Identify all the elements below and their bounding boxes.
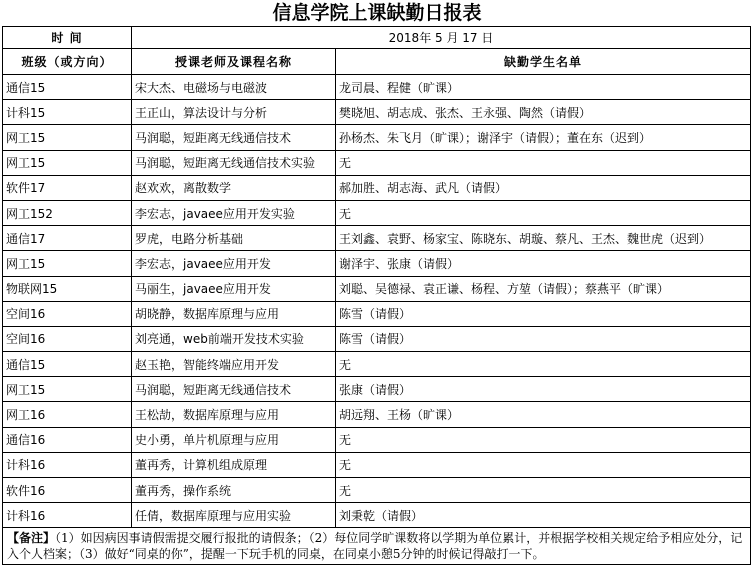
class-cell: 软件17	[3, 175, 132, 200]
class-cell: 软件16	[3, 478, 132, 503]
absence-table	[2, 26, 751, 565]
report-date: 2018年 5 月 17 日	[132, 27, 751, 49]
note-label: 【备注】	[7, 531, 56, 546]
date-row	[3, 27, 751, 49]
class-cell: 计科16	[3, 452, 132, 477]
class-cell: 通信16	[3, 427, 132, 452]
table-row	[3, 427, 751, 452]
course-cell: 马润聪，短距离无线通信技术实验	[132, 150, 336, 175]
course-cell: 赵欢欢，离散数学	[132, 175, 336, 200]
class-cell: 网工15	[3, 150, 132, 175]
note-cell	[3, 528, 751, 565]
course-cell: 胡晓静，数据库原理与应用	[132, 301, 336, 326]
absent-cell: 胡远翔、王杨（旷课）	[336, 402, 751, 427]
class-cell: 物联网15	[3, 276, 132, 301]
table-row	[3, 200, 751, 225]
table-row	[3, 301, 751, 326]
absent-cell: 无	[336, 427, 751, 452]
class-cell: 通信15	[3, 352, 132, 377]
course-cell: 任倩，数据库原理与应用实验	[132, 503, 336, 528]
course-cell: 董再秀，计算机组成原理	[132, 452, 336, 477]
absent-cell: 刘秉乾（请假）	[336, 503, 751, 528]
absent-cell: 陈雪（请假）	[336, 301, 751, 326]
course-cell: 王松劼，数据库原理与应用	[132, 402, 336, 427]
table-row	[3, 276, 751, 301]
table-row	[3, 326, 751, 351]
course-cell: 宋大杰、电磁场与电磁波	[132, 75, 336, 100]
course-cell: 马润聪，短距离无线通信技术	[132, 125, 336, 150]
table-row	[3, 175, 751, 200]
absent-cell: 无	[336, 150, 751, 175]
class-cell: 计科16	[3, 503, 132, 528]
table-row	[3, 452, 751, 477]
course-cell: 李宏志，javaee应用开发实验	[132, 200, 336, 225]
absent-cell: 刘聪、吴德禄、袁正谦、杨程、方堃（请假）；蔡燕平（旷课）	[336, 276, 751, 301]
course-cell: 史小勇，单片机原理与应用	[132, 427, 336, 452]
absent-cell: 张康（请假）	[336, 377, 751, 402]
class-cell: 网工15	[3, 377, 132, 402]
absent-cell: 无	[336, 478, 751, 503]
table-row	[3, 352, 751, 377]
absent-cell: 陈雪（请假）	[336, 326, 751, 351]
table-row	[3, 251, 751, 276]
course-cell: 马丽生，javaee应用开发	[132, 276, 336, 301]
class-cell: 通信17	[3, 226, 132, 251]
table-row	[3, 377, 751, 402]
class-cell: 网工15	[3, 251, 132, 276]
absent-cell: 孙杨杰、朱飞月（旷课）；谢泽宇（请假）；董在东（迟到）	[336, 125, 751, 150]
header-row	[3, 49, 751, 75]
table-row	[3, 100, 751, 125]
class-cell: 通信15	[3, 75, 132, 100]
report-title: 信息学院上课缺勤日报表	[272, 2, 482, 24]
absent-cell: 樊晓旭、胡志成、张杰、王永强、陶然（请假）	[336, 100, 751, 125]
table-row	[3, 402, 751, 427]
table-row	[3, 478, 751, 503]
course-cell: 罗虎，电路分析基础	[132, 226, 336, 251]
table-row	[3, 75, 751, 100]
table-row	[3, 503, 751, 528]
absent-cell: 无	[336, 452, 751, 477]
time-label: 时 间	[3, 27, 132, 49]
class-cell: 计科15	[3, 100, 132, 125]
table-row	[3, 125, 751, 150]
note-row	[3, 528, 751, 565]
class-cell: 空间16	[3, 301, 132, 326]
class-cell: 网工15	[3, 125, 132, 150]
course-cell: 李宏志，javaee应用开发	[132, 251, 336, 276]
class-cell: 网工16	[3, 402, 132, 427]
absent-header: 缺勤学生名单	[336, 49, 751, 75]
class-cell: 空间16	[3, 326, 132, 351]
class-cell: 网工152	[3, 200, 132, 225]
course-cell: 董再秀，操作系统	[132, 478, 336, 503]
table-body	[3, 75, 751, 528]
absent-cell: 王刘鑫、袁野、杨家宝、陈晓东、胡璇、蔡凡、王杰、魏世虎（迟到）	[336, 226, 751, 251]
course-cell: 马润聪，短距离无线通信技术	[132, 377, 336, 402]
absent-cell: 郝加胜、胡志海、武凡（请假）	[336, 175, 751, 200]
table-row	[3, 150, 751, 175]
course-cell: 刘亮通，web前端开发技术实验	[132, 326, 336, 351]
course-cell: 王正山，算法设计与分析	[132, 100, 336, 125]
absent-cell: 龙司晨、程健（旷课）	[336, 75, 751, 100]
absent-cell: 无	[336, 200, 751, 225]
teacher-course-header: 授课老师及课程名称	[132, 49, 336, 75]
course-cell: 赵玉艳，智能终端应用开发	[132, 352, 336, 377]
absent-cell: 无	[336, 352, 751, 377]
table-row	[3, 226, 751, 251]
absent-cell: 谢泽宇、张康（请假）	[336, 251, 751, 276]
note-text: （1）如因病因事请假需提交履行报批的请假条；（2）每位同学旷课数将以学期为单位累计，并根据学校相关规定给予相应处分，记入个人档案；（3）做好“同桌的你”，提醒一下玩手机的同桌，在同桌小憩5分钟的时候记得敲打一下。	[7, 531, 743, 562]
class-header: 班级（或方向）	[3, 49, 132, 75]
